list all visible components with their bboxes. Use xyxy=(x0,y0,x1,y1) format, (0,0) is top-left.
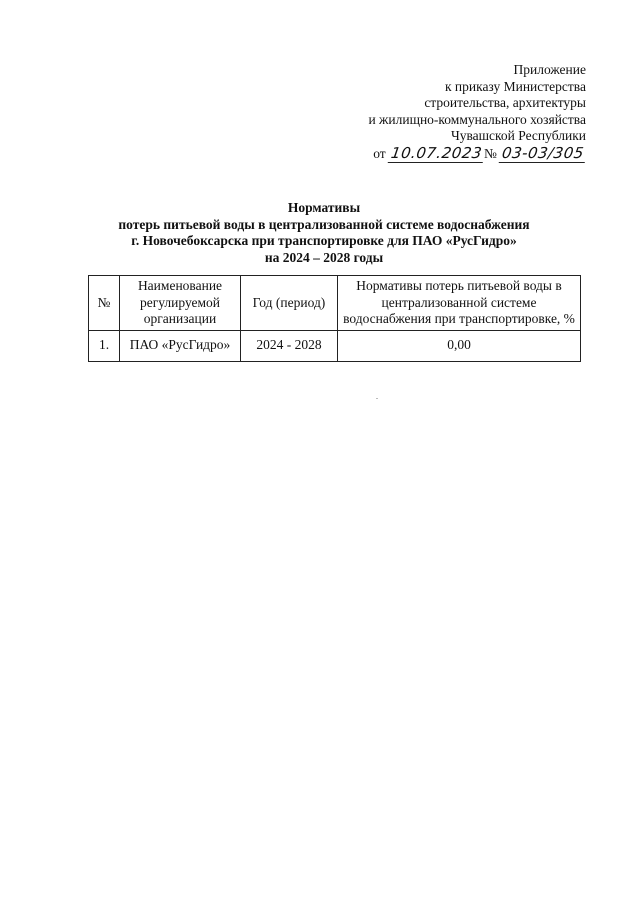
title-line-1: Нормативы xyxy=(287,200,361,215)
cell-number: 1. xyxy=(89,330,120,361)
appendix-line: строительства, архитектуры xyxy=(424,95,586,110)
title-line-2: потерь питьевой воды в централизованной системе водоснабжения xyxy=(118,216,530,232)
header-norm: Нормативы потерь питьевой воды в централизованной системе водоснабжения при транспортировке, % xyxy=(338,276,581,331)
norms-table xyxy=(88,275,581,362)
scan-speck xyxy=(376,398,378,399)
table-header-row xyxy=(89,276,581,331)
handwritten-number: 03-03/305 xyxy=(499,145,587,163)
appendix-block xyxy=(306,62,586,162)
number-prefix: № xyxy=(483,145,497,161)
appendix-line: Приложение xyxy=(513,62,586,77)
document-title xyxy=(60,200,588,266)
cell-norm-value: 0,00 xyxy=(338,330,581,361)
order-date-number-line xyxy=(306,145,586,163)
handwritten-date: 10.07.2023 xyxy=(388,145,485,163)
header-period: Год (период) xyxy=(241,276,338,331)
title-line-3: г. Новочебоксарска при транспортировке для ПАО «РусГидро» xyxy=(131,233,517,248)
appendix-line: к приказу Министерства xyxy=(444,78,586,94)
header-number: № xyxy=(89,276,120,331)
cell-organization: ПАО «РусГидро» xyxy=(120,330,241,361)
appendix-line: и жилищно-коммунального хозяйства xyxy=(368,111,586,127)
appendix-line: Чувашской Республики xyxy=(450,128,586,143)
table-row xyxy=(89,330,581,361)
header-organization: Наименование регулируемой организации xyxy=(120,276,241,331)
date-prefix: от xyxy=(373,145,386,161)
cell-period: 2024 - 2028 xyxy=(241,330,338,361)
title-line-4: на 2024 – 2028 годы xyxy=(264,249,384,265)
